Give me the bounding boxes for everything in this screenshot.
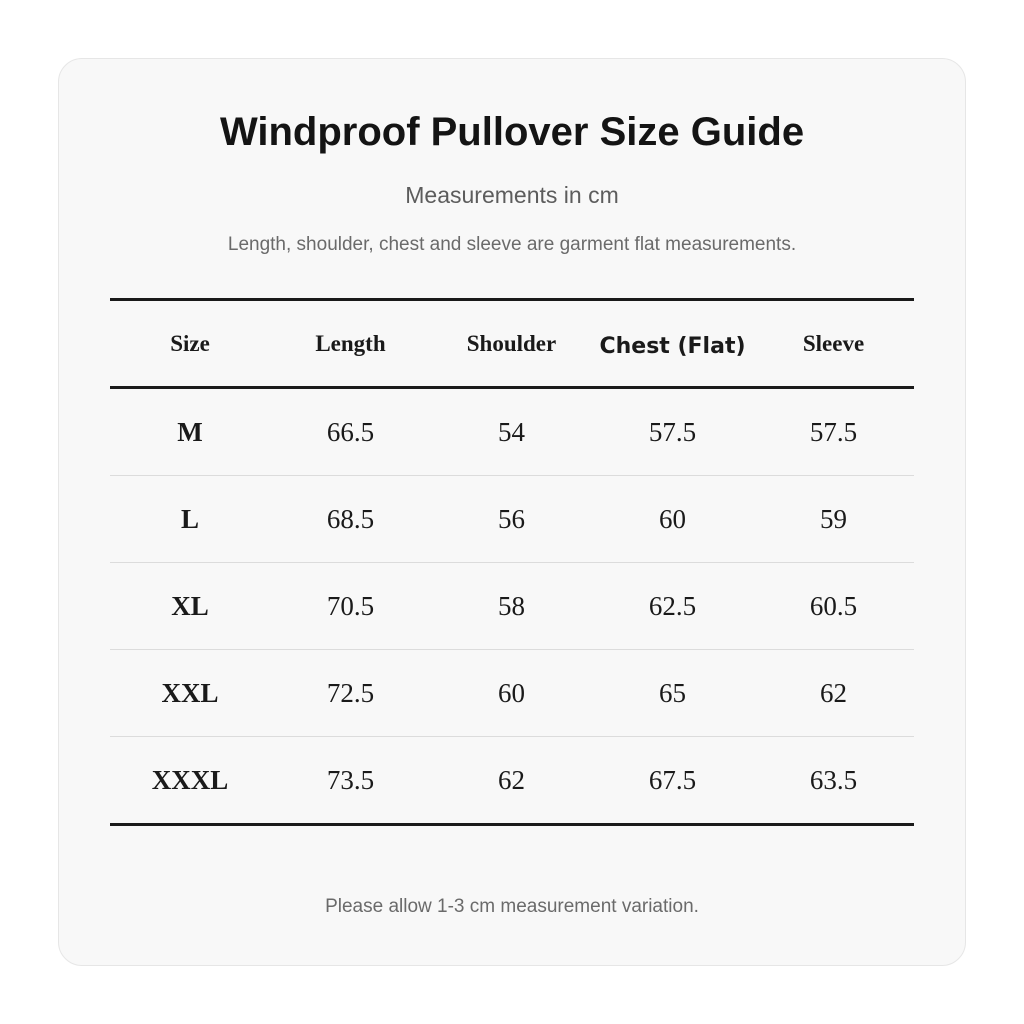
size-cell: L: [180, 503, 199, 534]
table-header-row: [110, 301, 914, 389]
size-cell: M: [177, 416, 203, 447]
length-cell: 66.5: [326, 416, 375, 447]
sleeve-cell: 59: [820, 503, 847, 534]
sleeve-cell: 62: [820, 677, 847, 708]
table-row: [110, 563, 914, 650]
header-sleeve: Sleeve: [802, 330, 865, 356]
sleeve-cell: 63.5: [809, 764, 858, 795]
page-title: Windproof Pullover Size Guide: [219, 110, 805, 154]
header-shoulder: Shoulder: [466, 330, 557, 356]
length-cell: 70.5: [326, 590, 375, 621]
shoulder-cell: 54: [498, 416, 525, 447]
length-cell: 73.5: [326, 764, 375, 795]
size-cell: XXL: [161, 677, 219, 708]
shoulder-cell: 58: [498, 590, 525, 621]
header-chest: Chest (Flat): [599, 334, 746, 359]
length-cell: 72.5: [326, 677, 375, 708]
header-length: Length: [315, 330, 386, 356]
chest-cell: 62.5: [648, 590, 697, 621]
chest-cell: 57.5: [648, 416, 697, 447]
measurement-note: Length, shoulder, chest and sleeve are garment flat measurements.: [227, 234, 797, 255]
shoulder-cell: 56: [498, 503, 525, 534]
chest-cell: 65: [659, 677, 686, 708]
shoulder-cell: 60: [498, 677, 525, 708]
chest-cell: 60: [659, 503, 686, 534]
length-cell: 68.5: [326, 503, 375, 534]
chest-cell: 67.5: [648, 764, 697, 795]
sleeve-cell: 60.5: [809, 590, 858, 621]
size-table: [110, 298, 914, 826]
size-cell: XL: [171, 590, 209, 621]
table-row: [110, 737, 914, 823]
units-subtitle: Measurements in cm: [405, 182, 619, 208]
size-cell: XXXL: [151, 764, 229, 795]
variation-footnote: Please allow 1-3 cm measurement variation.: [325, 896, 699, 917]
table-row: [110, 389, 914, 476]
header-size: Size: [170, 330, 210, 356]
sleeve-cell: 57.5: [809, 416, 858, 447]
table-row: [110, 650, 914, 737]
table-row: [110, 476, 914, 563]
shoulder-cell: 62: [498, 764, 525, 795]
